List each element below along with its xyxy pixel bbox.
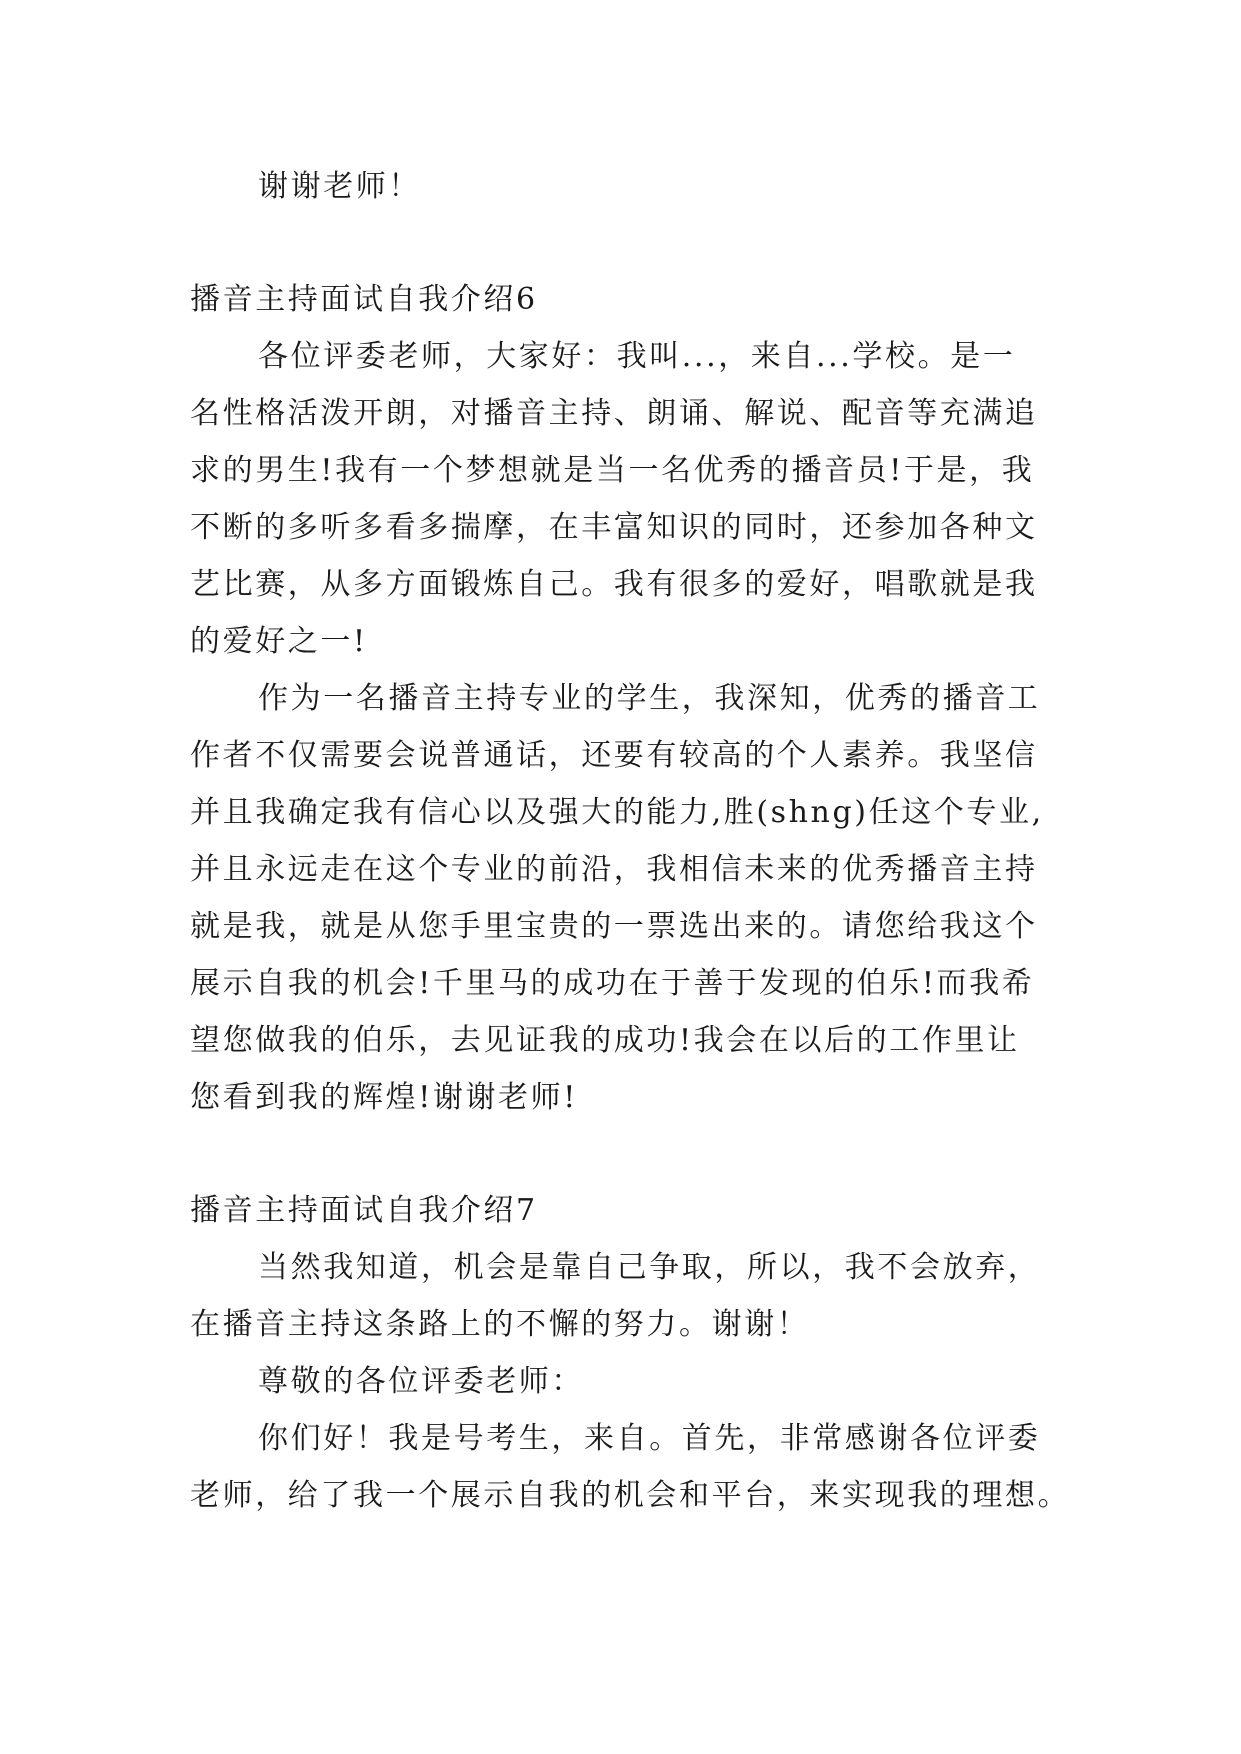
section-gap <box>190 215 1070 271</box>
text-line: 艺比赛，从多方面锻炼自己。我有很多的爱好，唱歌就是我 <box>190 567 1038 602</box>
text-line: 各位评委老师，大家好：我叫...，来自...学校。是一 <box>258 339 1016 374</box>
text-line: 求的男生!我有一个梦想就是当一名优秀的播音员!于是，我 <box>190 453 1035 488</box>
text-line: 作者不仅需要会说普通话，还要有较高的个人素养。我坚信 <box>190 738 1038 773</box>
text-line: 在播音主持这条路上的不懈的努力。谢谢！ <box>190 1307 810 1342</box>
text-line: 尊敬的各位评委老师： <box>258 1364 584 1399</box>
text-line: 就是我，就是从您手里宝贵的一票选出来的。请您给我这个 <box>190 909 1038 944</box>
text-line: 并且我确定我有信心以及强大的能力,胜(shng)任这个专业, <box>190 795 1044 830</box>
text-line: 作为一名播音主持专业的学生，我深知，优秀的播音工 <box>258 681 1041 716</box>
text-line: 展示自我的机会!千里马的成功在于善于发现的伯乐!而我希 <box>190 966 1035 1001</box>
text-line: 当然我知道，机会是靠自己争取，所以，我不会放弃， <box>258 1250 1041 1285</box>
text-line: 的爱好之一! <box>190 624 368 659</box>
text-line: 不断的多听多看多揣摩，在丰富知识的同时，还参加各种文 <box>190 510 1038 545</box>
section-gap <box>190 1126 1070 1182</box>
text-line: 名性格活泼开朗，对播音主持、朗诵、解说、配音等充满追 <box>190 396 1038 431</box>
text-line: 老师，给了我一个展示自我的机会和平台，来实现我的理想。 <box>190 1478 1071 1513</box>
text-line: 你们好！我是号考生，来自。首先，非常感谢各位评委 <box>258 1421 1041 1456</box>
section-heading: 播音主持面试自我介绍7 <box>190 1193 538 1228</box>
document-page <box>190 158 1070 1524</box>
text-line: 望您做我的伯乐，去见证我的成功!我会在以后的工作里让 <box>190 1023 1020 1058</box>
section-heading: 播音主持面试自我介绍6 <box>190 282 538 317</box>
text-line: 谢谢老师！ <box>258 169 421 204</box>
text-line: 并且永远走在这个专业的前沿，我相信未来的优秀播音主持 <box>190 852 1038 887</box>
text-line: 您看到我的辉煌!谢谢老师! <box>190 1080 578 1115</box>
